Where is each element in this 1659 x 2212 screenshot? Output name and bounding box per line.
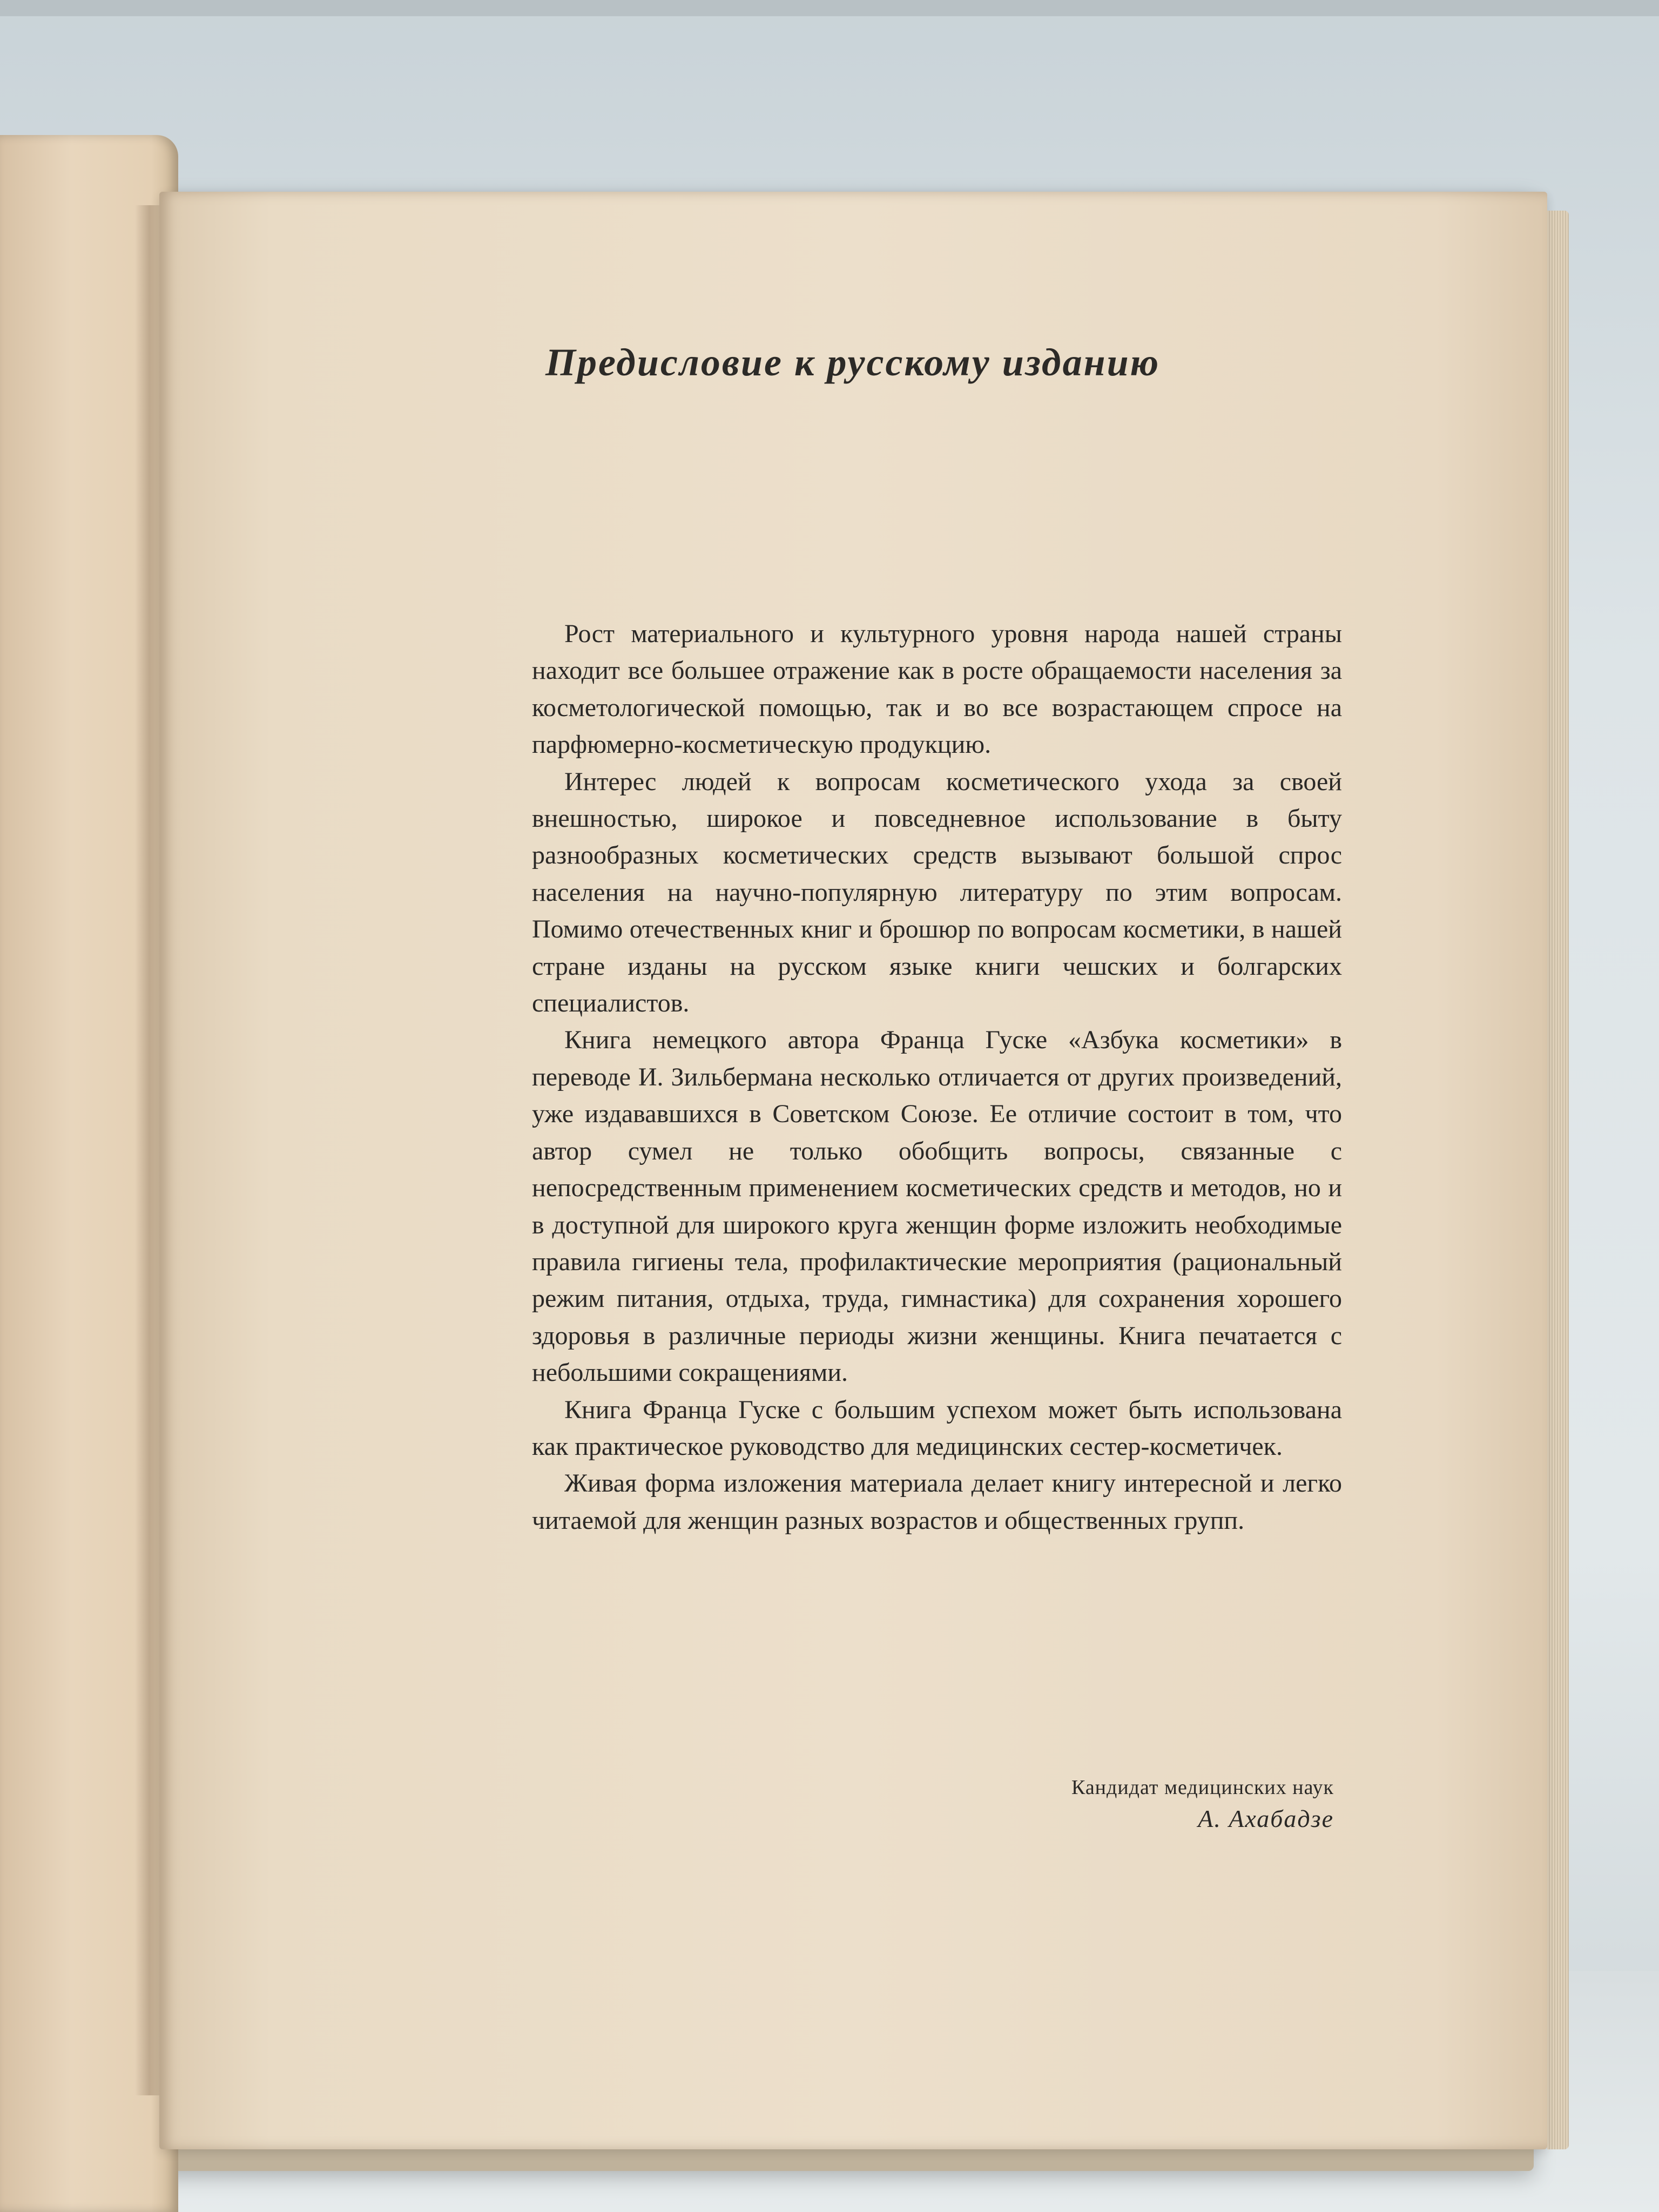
paragraph-3: Книга немецкого автора Франца Гуске «Азбука косметики» в переводе И. Зильбермана несколько отличается от других произведений, уже издававшихся в Советском Союзе. Ее отличие состоит в том, что автор сумел не только обобщить вопросы, связанные с непосредственным применением косметических средств и методов, но и в доступной для широкого круга женщин форме изложить необходимые правила гигиены тела, профилактические мероприятия (рациональный режим питания, отдыха, труда, гимнастика) для сохранения хорошего здоровья в различные периоды жизни женщины. Книга печатается с небольшими сокращениями. (532, 1026, 1342, 1387)
signature-title: Кандидат медицинских наук (1071, 1776, 1334, 1799)
paragraph-4: Книга Франца Гуске с большим успехом может быть использована как практическое руководство для медицинских сестер-косметичек. (532, 1395, 1342, 1461)
page-heading: Предисловие к русскому изданию (545, 341, 1161, 384)
paragraph-2: Интерес людей к вопросам косметического ухода за своей внешностью, широкое и повседневное использование в быту разнообразных косметических средств вызывают большой спрос населения на научно-популярную литературу по этим вопросам. Помимо отечественных книг и брошюр по вопросам косметики, в нашей стране изданы на русском языке книги чешских и болгарских специалистов. (532, 767, 1342, 1018)
signature-name: А. Ахабадзе (1198, 1805, 1334, 1832)
background-wall-top (0, 0, 1659, 16)
paragraph-1: Рост материального и культурного уровня народа нашей страны находит все большее отражение как в росте обращаемости населения за косметологической помощью, так и во все возрастающем спросе на парфюмерно-косметическую продукцию. (532, 619, 1342, 759)
page-stack-edge (1547, 211, 1569, 2149)
preface-body (532, 616, 1342, 1539)
paragraph-5: Живая форма изложения материала делает книгу интересной и легко читаемой для женщин разных возрастов и общественных групп. (532, 1469, 1342, 1535)
signature-block (810, 1772, 1334, 1835)
